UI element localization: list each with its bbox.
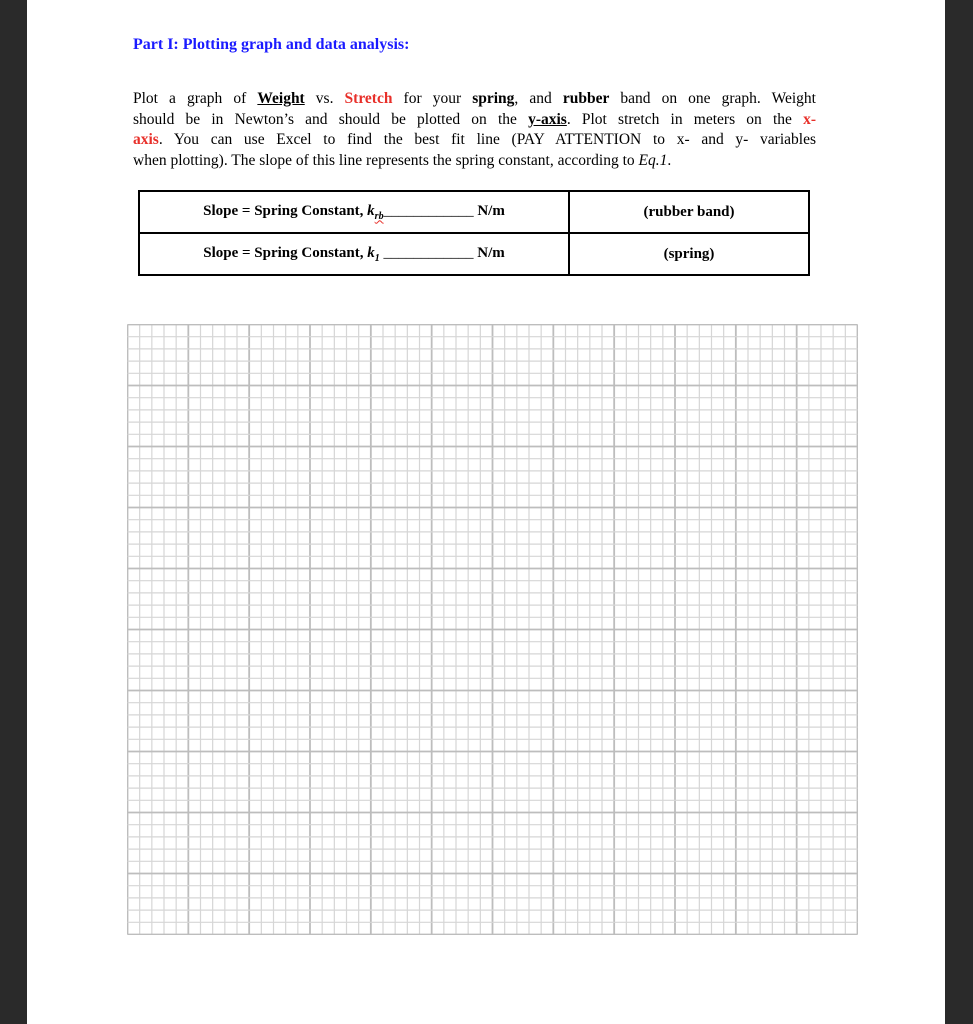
table-row <box>139 191 809 233</box>
material-cell: (spring) <box>569 233 809 275</box>
x-axis-term: x- <box>803 110 816 128</box>
k: k <box>367 202 375 219</box>
answer-blank[interactable]: ____________ <box>379 244 474 261</box>
para-line <box>133 130 816 151</box>
para-line <box>133 151 816 172</box>
equation-ref: Eq.1 <box>638 151 668 169</box>
document-page <box>27 0 945 1024</box>
section-heading: Part I: Plotting graph and data analysis: <box>133 36 410 53</box>
weight-term: Weight <box>257 90 305 107</box>
slope-cell <box>139 233 569 275</box>
text: . Plot stretch in meters on the <box>566 110 804 128</box>
unit: N/m <box>473 202 505 219</box>
text: should be in Newton’s and should be plotted on the <box>133 110 529 128</box>
instructions-paragraph <box>133 89 816 171</box>
y-axis-term: y-axis <box>528 110 567 128</box>
slope-label: Slope = Spring Constant, <box>203 202 368 219</box>
text: when plotting). The slope of this line represents the spring constant, according to <box>133 151 639 169</box>
slope-cell <box>139 191 569 233</box>
spring-term: spring <box>472 90 515 107</box>
slope-label: Slope = Spring Constant, <box>203 244 368 261</box>
material-cell: (rubber band) <box>569 191 809 233</box>
unit: N/m <box>473 244 505 261</box>
k: k <box>367 244 375 261</box>
stretch-term: Stretch <box>344 90 393 107</box>
text: band on one graph. Weight <box>609 90 816 107</box>
text: . You can use Excel to find the best fit line (PAY ATTENTION to x- and y- variables <box>158 131 816 148</box>
rubber-term: rubber <box>562 90 610 107</box>
k-subscript: 1 <box>374 252 380 264</box>
answer-blank[interactable]: ____________ <box>383 202 474 219</box>
text: vs. <box>304 90 345 107</box>
k-symbol <box>367 202 384 222</box>
para-line <box>133 110 816 131</box>
x-axis-term: axis <box>133 131 159 148</box>
table-row <box>139 233 809 275</box>
graph-paper-grid[interactable] <box>127 324 858 935</box>
spring-constant-table <box>138 190 810 276</box>
text: for your <box>392 90 473 107</box>
text: Plot a graph of <box>133 90 258 107</box>
k-symbol <box>367 244 380 264</box>
para-line <box>133 89 816 110</box>
k-subscript: rb <box>374 210 384 222</box>
text: . <box>667 151 672 169</box>
text: , and <box>514 90 563 107</box>
